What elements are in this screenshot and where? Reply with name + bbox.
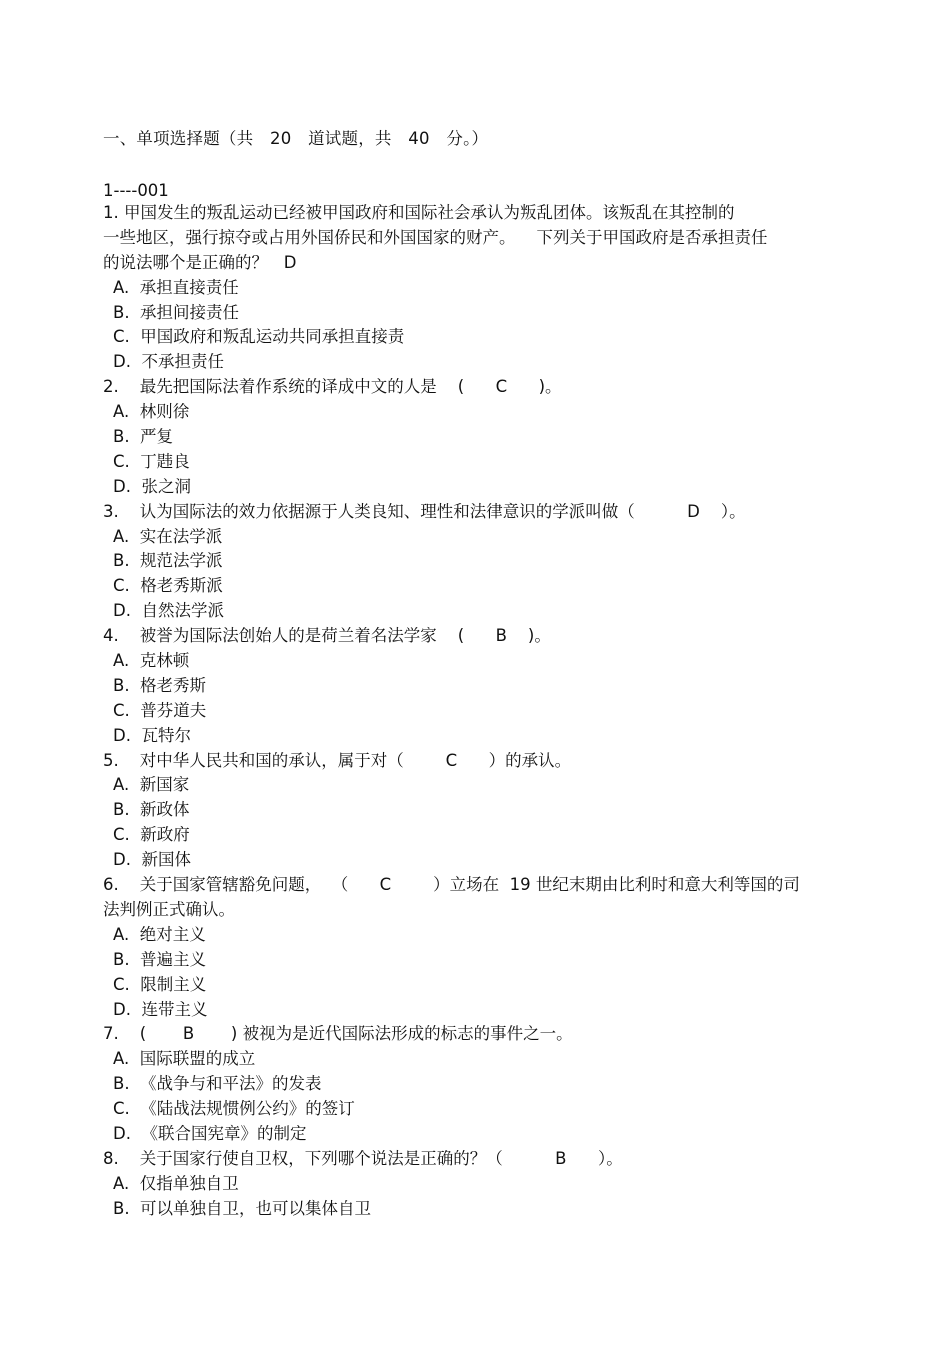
question-1 [103, 201, 843, 375]
question-7 [103, 1022, 843, 1146]
option-d: D. 自然法学派 [113, 601, 224, 621]
question-stem-line: 的说法哪个是正确的？ D [103, 252, 297, 272]
option-a: A. 新国家 [113, 775, 190, 795]
option-a: A. 国际联盟的成立 [113, 1049, 256, 1069]
option-d: D. 张之洞 [113, 476, 191, 496]
question-code: 1----001 [103, 181, 169, 200]
question-5 [103, 749, 843, 873]
option-c: C. 格老秀斯派 [113, 576, 223, 596]
option-a: A. 林则徐 [113, 402, 190, 422]
option-b: B. 普遍主义 [113, 949, 207, 969]
question-4 [103, 624, 843, 748]
option-b: B. 格老秀斯 [113, 675, 207, 695]
option-d: D. 新国体 [113, 850, 191, 870]
question-stem-line: 2. 最先把国际法着作系统的译成中文的人是 ( C )。 [103, 377, 562, 397]
option-d: D. 瓦特尔 [113, 725, 191, 745]
option-a: A. 克林顿 [113, 651, 190, 671]
question-2 [103, 375, 843, 499]
question-stem-line: 1. 甲国发生的叛乱运动已经被甲国政府和国际社会承认为叛乱团体。该叛乱在其控制的 [103, 203, 735, 222]
question-stem-line: 8. 关于国家行使自卫权，下列哪个说法是正确的？（ B ）。 [103, 1148, 623, 1168]
question-stem-line: 6. 关于国家管辖豁免问题， （ C ）立场在 19 世纪末期由比利时和意大利等国的司 [103, 875, 800, 895]
option-c: C. 普芬道夫 [113, 700, 207, 720]
option-c: C. 甲国政府和叛乱运动共同承担直接责 [113, 327, 405, 347]
question-6 [103, 873, 843, 1022]
question-list [103, 201, 843, 1222]
option-d: D. 连带主义 [113, 999, 208, 1019]
section-heading: 一、单项选择题（共 20 道试题，共 40 分。） [103, 129, 489, 148]
question-stem-line: 一些地区，强行掠夺或占用外国侨民和外国国家的财产。 下列关于甲国政府是否承担责任 [103, 227, 768, 247]
option-c: C. 《陆战法规惯例公约》的签订 [113, 1099, 355, 1119]
question-stem-line: 7. ( B ) 被视为是近代国际法形成的标志的事件之一。 [103, 1024, 573, 1044]
option-c: C. 丁韪良 [113, 451, 190, 471]
option-b: B. 《战争与和平法》的发表 [113, 1074, 322, 1094]
question-stem-line: 法判例正式确认。 [103, 899, 235, 919]
option-a: A. 绝对主义 [113, 924, 206, 944]
option-a: A. 仅指单独自卫 [113, 1173, 239, 1193]
option-c: C. 新政府 [113, 825, 190, 845]
question-stem-line: 3. 认为国际法的效力依据源于人类良知、理性和法律意识的学派叫做（ D ）。 [103, 501, 746, 521]
option-b: B. 可以单独自卫，也可以集体自卫 [113, 1198, 372, 1218]
option-b: B. 严复 [113, 427, 174, 447]
option-a: A. 承担直接责任 [113, 277, 239, 297]
question-8 [103, 1147, 843, 1222]
option-d: D. 不承担责任 [113, 352, 224, 372]
question-stem-line: 4. 被誉为国际法创始人的是荷兰着名法学家 ( B )。 [103, 626, 551, 646]
question-3 [103, 500, 843, 624]
option-a: A. 实在法学派 [113, 526, 223, 546]
option-c: C. 限制主义 [113, 974, 207, 994]
option-b: B. 规范法学派 [113, 551, 223, 571]
option-b: B. 承担间接责任 [113, 302, 240, 322]
question-stem-line: 5. 对中华人民共和国的承认，属于对（ C ）的承认。 [103, 750, 572, 770]
option-d: D. 《联合国宪章》的制定 [113, 1123, 307, 1143]
option-b: B. 新政体 [113, 800, 190, 820]
